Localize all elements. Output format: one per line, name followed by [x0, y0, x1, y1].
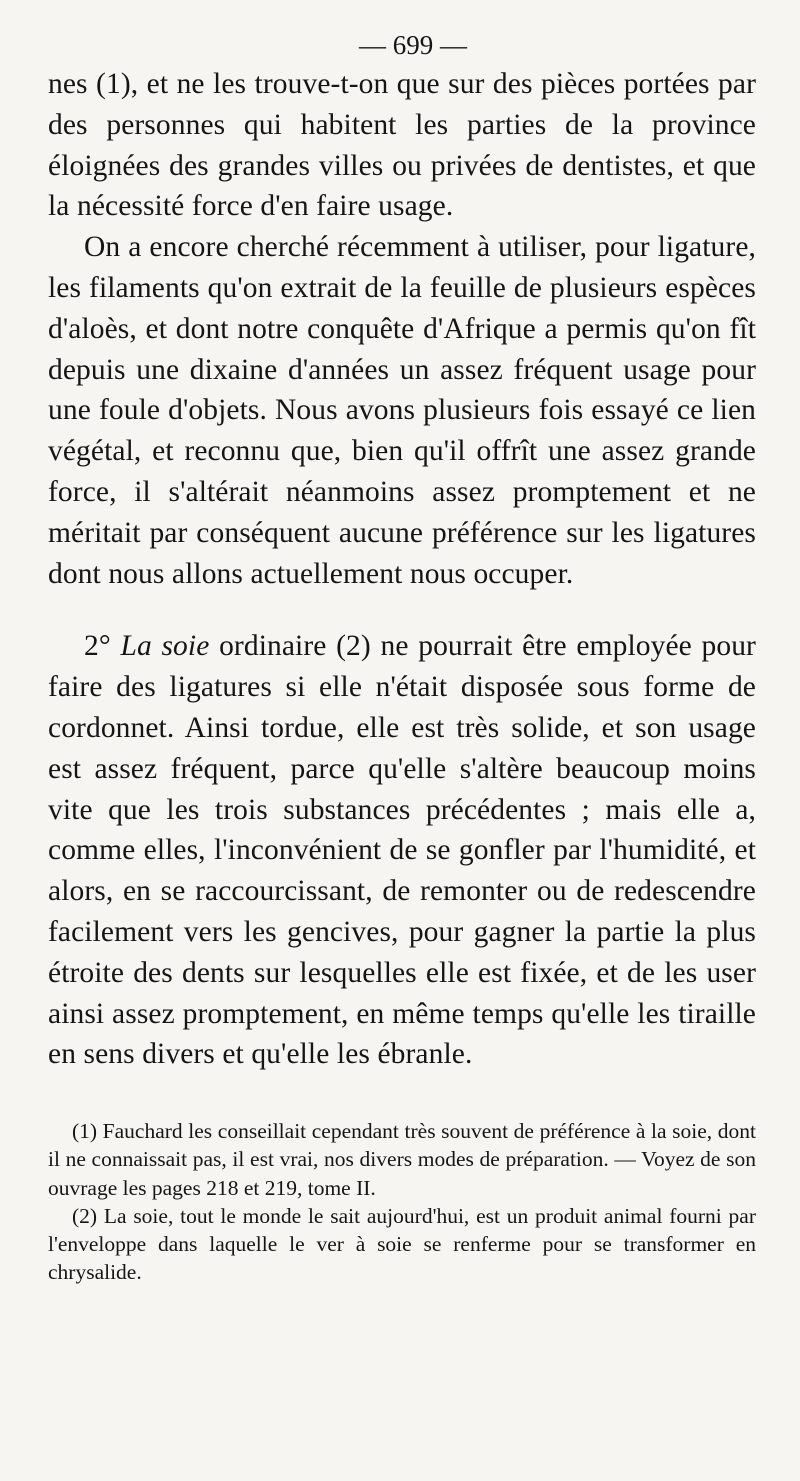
paragraph-silk: [48, 626, 756, 1075]
book-page: [48, 28, 756, 1286]
footnotes: [48, 1117, 756, 1286]
section-term: La soie: [120, 630, 210, 663]
body-text: [48, 64, 756, 1075]
footnote-2: (2) La soie, tout le monde le sait aujourd'hui, est un produit animal fourni par l'enveloppe dans laquelle le ver à soie se renferme pour se transformer en chrysalide.: [48, 1203, 756, 1285]
paragraph-silk-text: ordinaire (2) ne pourrait être employée pour faire des ligatures si elle n'était disposée sous forme de cordonnet. Ainsi tordue, elle est très solide, et son usage est assez fréquent, parce qu'elle s'altère beaucoup moins vite que les trois substances précédentes ; mais elle a, comme elles, l'inconvénient de se gonfler par l'humidité, et alors, en se raccourcissant, de remonter ou de redescendre facilement vers les gencives, pour gagner la partie la plus étroite des dents sur lesquelles elle est fixée, et de les user ainsi assez promptement, en même temps qu'elle les tiraille en sens divers et qu'elle les ébranle.: [48, 630, 756, 1071]
footnote-1: (1) Fauchard les conseillait cependant très souvent de préférence à la soie, dont il ne connaissait pas, il est vrai, nos divers modes de préparation. — Voyez de son ouvrage les pages 218 et 219, tome II.: [48, 1119, 756, 1200]
page-number: — 699 —: [359, 30, 467, 60]
section-number: 2°: [84, 630, 111, 663]
paragraph-aloe-ligature: On a encore cherché récemment à utiliser, pour ligature, les filaments qu'on extrait de la feuille de plusieurs espèces d'aloès, et dont notre conquête d'Afrique a permis qu'on fît depuis une dixaine d'années un assez fréquent usage pour une foule d'objets. Nous avons plusieurs fois essayé ce lien végétal, et reconnu que, bien qu'il offrît une assez grande force, il s'altérait néanmoins assez promptement et ne méritait par conséquent aucune préférence sur les ligatures dont nous allons actuellement nous occuper.: [48, 231, 756, 590]
paragraph-continuation: nes (1), et ne les trouve-t-on que sur des pièces portées par des personnes qui habitent les parties de la province éloignées des grandes villes ou privées de dentistes, et que la nécessité force d'en faire usage.: [48, 68, 756, 223]
